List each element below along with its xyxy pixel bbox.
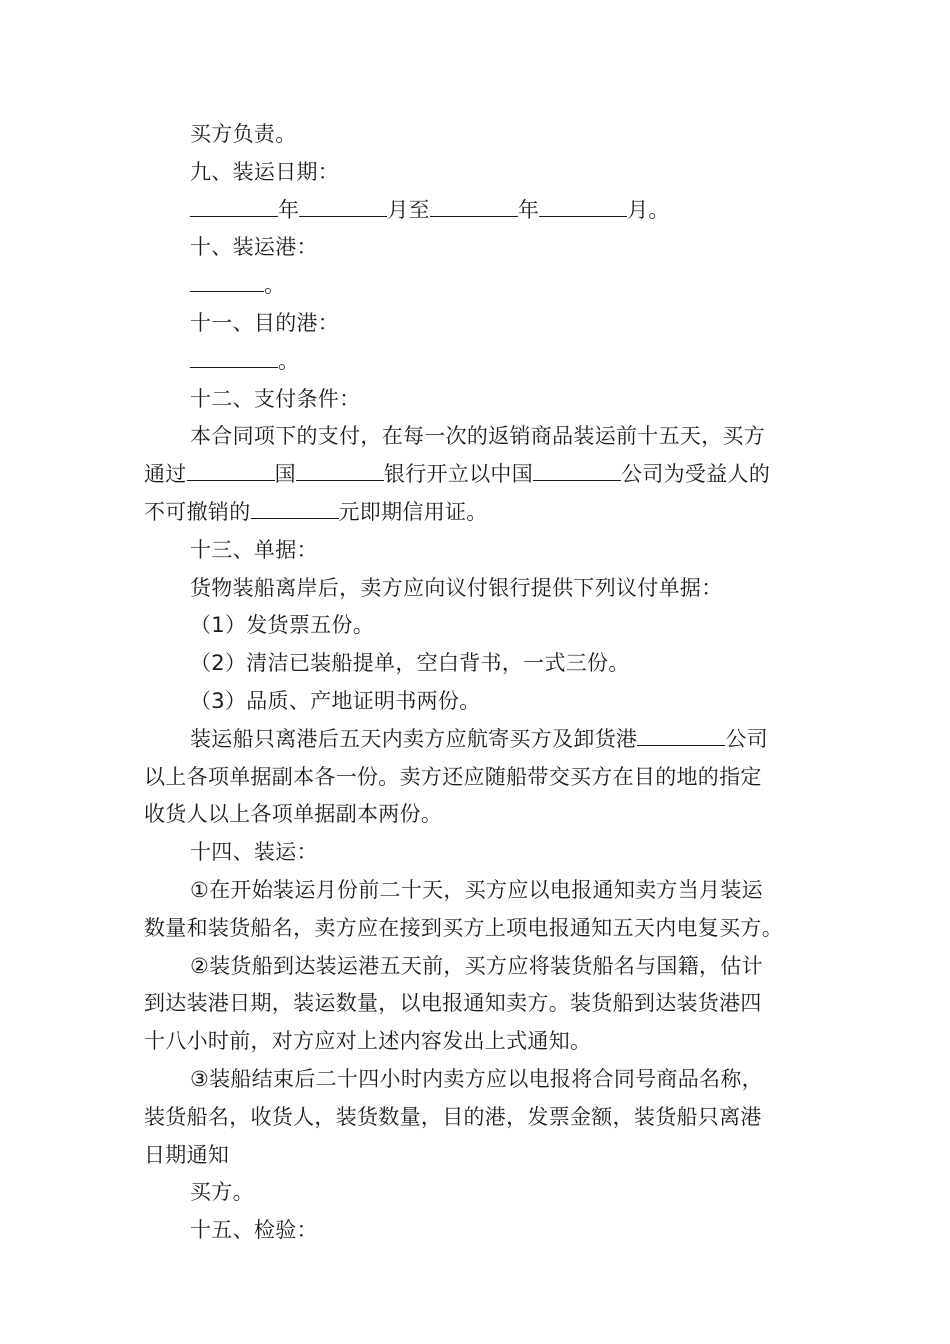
section-heading: 十三、单据： — [190, 537, 318, 562]
text-fragment: 。 — [264, 273, 286, 298]
text-line: 日期通知 — [144, 1142, 230, 1167]
text-fragment: 公司为受益人的 — [621, 462, 771, 487]
payment-line — [144, 494, 810, 532]
text-fragment: 银行开立以中国 — [383, 462, 534, 487]
text-line — [144, 721, 810, 759]
list-item: （3）品质、产地证明书两份。 — [190, 688, 481, 713]
fill-blank — [187, 458, 275, 481]
fill-blank — [190, 269, 264, 292]
section-heading: 十五、检验： — [190, 1218, 318, 1243]
section-heading: 十二、支付条件： — [190, 386, 361, 411]
text-line: 货物装船离岸后，卖方应向议付银行提供下列议付单据： — [190, 575, 723, 600]
text-line: 装货船名，收货人，装货数量，目的港，发票金额，装货船只离港 — [144, 1104, 762, 1129]
text-line: 到达装港日期，装运数量，以电报通知卖方。装货船到达装货港四 — [144, 991, 762, 1016]
section-heading: 十四、装运： — [190, 840, 318, 865]
text-fragment: 元即期信用证。 — [338, 499, 488, 524]
text-fragment: 国 — [274, 462, 296, 487]
text-fragment: 年 — [517, 197, 540, 222]
text-line: ②装货船到达装运港五天前，买方应将装货船名与国籍，估计 — [190, 953, 763, 978]
list-item: （2）清洁已装船提单，空白背书，一式三份。 — [190, 651, 630, 676]
text-line: 收货人以上各项单据副本两份。 — [144, 802, 443, 827]
destination-port-line — [144, 343, 810, 381]
text-fragment: 通过 — [144, 462, 187, 487]
fill-blank — [299, 194, 387, 217]
fill-blank — [190, 194, 278, 217]
text-line: 以上各项单据副本各一份。卖方还应随船带交买方在目的地的指定 — [144, 764, 762, 789]
fill-blank — [296, 458, 384, 481]
text-fragment: 月至 — [387, 197, 430, 222]
text-line: 买方。 — [190, 1180, 254, 1205]
text-fragment: 。 — [278, 348, 300, 373]
fill-blank — [190, 345, 278, 368]
text-line: ①在开始装运月份前二十天，买方应以电报通知卖方当月装运 — [190, 877, 763, 902]
text-line: 数量和装货船名，卖方应在接到买方上项电报通知五天内电复买方。 — [144, 915, 783, 940]
fill-blank — [539, 194, 627, 217]
text-line: 买方负责。 — [190, 122, 297, 146]
text-line: ③装船结束后二十四小时内卖方应以电报将合同号商品名称， — [190, 1066, 763, 1091]
text-fragment: 装运船只离港后五天内卖方应航寄买方及卸货港 — [190, 726, 638, 751]
payment-line — [144, 456, 810, 494]
shipping-date-line — [144, 192, 810, 230]
section-heading: 十一、目的港： — [190, 310, 340, 335]
loading-port-line — [144, 267, 810, 305]
text-fragment: 年 — [278, 197, 300, 222]
fill-blank — [251, 496, 339, 519]
section-heading: 十、装运港： — [190, 235, 318, 260]
text-fragment: 公司 — [725, 726, 768, 751]
text-fragment: 月。 — [627, 197, 670, 222]
fill-blank — [430, 194, 518, 217]
fill-blank — [533, 458, 621, 481]
text-line: 本合同项下的支付，在每一次的返销商品装运前十五天，买方 — [190, 424, 766, 449]
list-item: （1）发货票五份。 — [190, 613, 375, 638]
section-heading: 九、装运日期： — [190, 159, 340, 184]
fill-blank — [637, 723, 725, 746]
document-body — [144, 116, 810, 1250]
text-fragment: 不可撤销的 — [144, 499, 251, 524]
text-line: 十八小时前，对方应对上述内容发出上式通知。 — [144, 1029, 592, 1054]
